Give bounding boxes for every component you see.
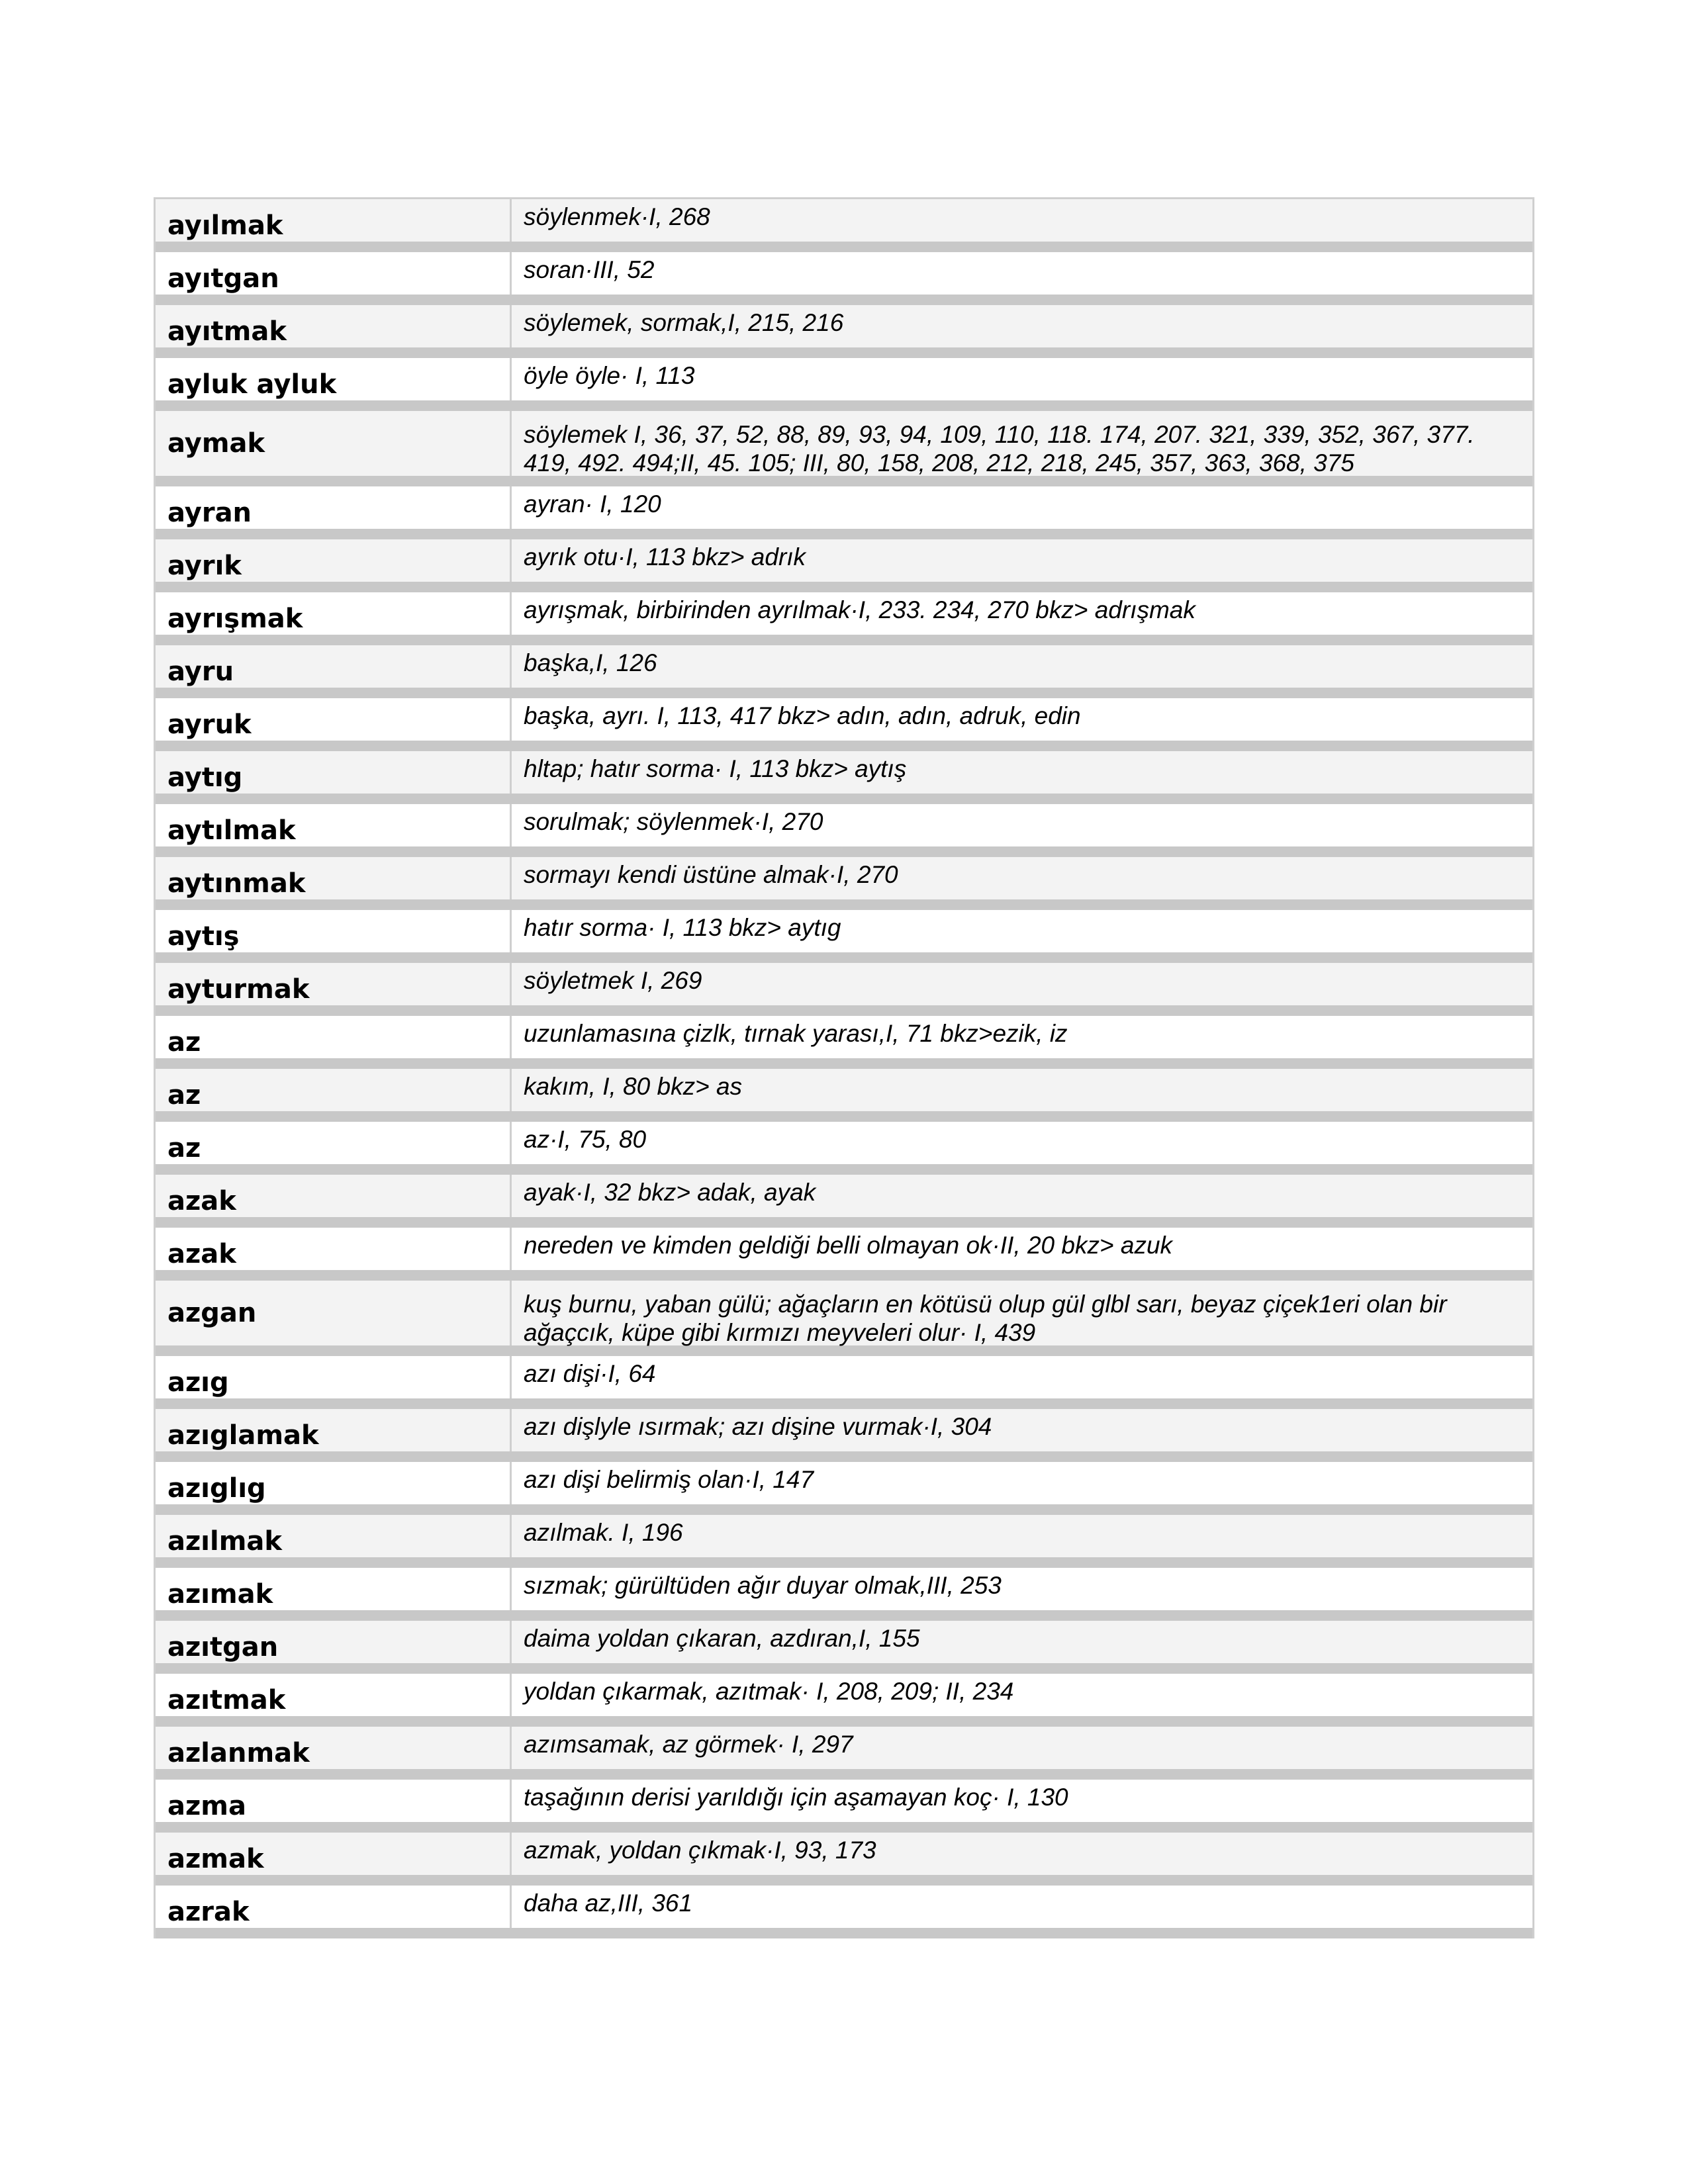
table-row — [156, 1409, 1532, 1462]
definition-cell: daha az,III, 361 — [524, 1889, 693, 1917]
definition-cell: kakım, I, 80 bkz> as — [524, 1073, 743, 1100]
term-cell: ayturmak — [156, 963, 512, 1005]
definition-cell: azımsamak, az görmek· I, 297 — [524, 1731, 853, 1758]
term-cell: ayran — [156, 486, 512, 529]
definition-cell: başka,I, 126 — [524, 649, 657, 676]
definition-cell: öyle öyle· I, 113 — [524, 362, 695, 389]
term-cell: aytıg — [156, 751, 512, 794]
term-cell: az — [156, 1122, 512, 1164]
table-row — [156, 1356, 1532, 1409]
table-row — [156, 592, 1532, 645]
table-row — [156, 804, 1532, 857]
table-row — [156, 1780, 1532, 1833]
table-row — [156, 1515, 1532, 1568]
term-cell: azılmak — [156, 1515, 512, 1557]
table-row — [156, 857, 1532, 910]
table-row — [156, 751, 1532, 804]
term-cell: azrak — [156, 1886, 512, 1928]
definition-cell: azı dişi·I, 64 — [524, 1360, 656, 1387]
term-cell: aytınmak — [156, 857, 512, 899]
term-cell: azgan — [156, 1281, 512, 1345]
table-row — [156, 1016, 1532, 1069]
term-cell: azak — [156, 1228, 512, 1270]
definition-cell: taşağının derisi yarıldığı için aşamayan koç· I, 130 — [524, 1784, 1068, 1811]
term-cell: ayılmak — [156, 199, 512, 242]
table-row — [156, 486, 1532, 539]
term-cell: aymak — [156, 411, 512, 476]
table-row — [156, 411, 1532, 486]
table-row — [156, 1886, 1532, 1938]
definition-cell: sormayı kendi üstüne almak·I, 270 — [524, 861, 898, 888]
definition-cell: hltap; hatır sorma· I, 113 bkz> aytış — [524, 755, 907, 782]
definition-cell: azılmak. I, 196 — [524, 1519, 683, 1546]
table-row — [156, 1727, 1532, 1780]
definition-cell: ayrışmak, birbirinden ayrılmak·I, 233. 234, 270 bkz> adrışmak — [524, 596, 1196, 623]
table-row — [156, 199, 1532, 252]
definition-cell: söylemek I, 36, 37, 52, 88, 89, 93, 94, 109, 110, 118. 174, 207. 321, 339, 352, 367, 377. 419, 492. 494;II, 45. 105; III, 80, 158, 208, 212, 218, 245, 357, 363, 368, 375 — [524, 421, 1475, 477]
term-cell: ayru — [156, 645, 512, 688]
definition-cell: başka, ayrı. I, 113, 417 bkz> adın, adın, adruk, edin — [524, 702, 1081, 729]
table-row — [156, 963, 1532, 1016]
table-row — [156, 539, 1532, 592]
term-cell: azıtgan — [156, 1621, 512, 1663]
term-cell: azmak — [156, 1833, 512, 1875]
term-cell: az — [156, 1069, 512, 1111]
term-cell: azıglamak — [156, 1409, 512, 1451]
table-row — [156, 1281, 1532, 1356]
table-row — [156, 1122, 1532, 1175]
table-row — [156, 645, 1532, 698]
definition-cell: hatır sorma· I, 113 bkz> aytıg — [524, 914, 841, 941]
definition-cell: daima yoldan çıkaran, azdıran,I, 155 — [524, 1625, 920, 1652]
definition-cell: sızmak; gürültüden ağır duyar olmak,III, 253 — [524, 1572, 1002, 1599]
term-cell: azlanmak — [156, 1727, 512, 1769]
definition-cell: uzunlamasına çizlk, tırnak yarası,I, 71 bkz>ezik, iz — [524, 1020, 1068, 1047]
definition-cell: ayrık otu·I, 113 bkz> adrık — [524, 543, 806, 570]
table-row — [156, 1674, 1532, 1727]
table-row — [156, 1621, 1532, 1674]
glossary-table — [154, 197, 1534, 1938]
term-cell: azıg — [156, 1356, 512, 1398]
table-row — [156, 305, 1532, 358]
definition-cell: azmak, yoldan çıkmak·I, 93, 173 — [524, 1837, 876, 1864]
term-cell: ayrışmak — [156, 592, 512, 635]
table-row — [156, 698, 1532, 751]
definition-cell: ayak·I, 32 bkz> adak, ayak — [524, 1179, 816, 1206]
definition-cell: soran·III, 52 — [524, 256, 655, 283]
definition-cell: söylenmek·I, 268 — [524, 203, 710, 230]
table-row — [156, 358, 1532, 411]
table-row — [156, 1069, 1532, 1122]
term-cell: azak — [156, 1175, 512, 1217]
table-row — [156, 1228, 1532, 1281]
term-cell: ayruk — [156, 698, 512, 741]
definition-cell: az·I, 75, 80 — [524, 1126, 647, 1153]
term-cell: aytış — [156, 910, 512, 952]
term-cell: azıglıg — [156, 1462, 512, 1504]
definition-cell: söylemek, sormak,I, 215, 216 — [524, 309, 844, 336]
term-cell: aytılmak — [156, 804, 512, 846]
definition-cell: yoldan çıkarmak, azıtmak· I, 208, 209; II, 234 — [524, 1678, 1014, 1705]
term-cell: az — [156, 1016, 512, 1058]
table-row — [156, 1462, 1532, 1515]
definition-cell: azı dişi belirmiş olan·I, 147 — [524, 1466, 814, 1493]
definition-cell: ayran· I, 120 — [524, 490, 661, 518]
term-cell: ayrık — [156, 539, 512, 582]
definition-cell: söyletmek I, 269 — [524, 967, 702, 994]
table-row — [156, 1833, 1532, 1886]
term-cell: ayluk ayluk — [156, 358, 512, 400]
definition-cell: kuş burnu, yaban gülü; ağaçların en kötüsü olup gül glbl sarı, beyaz çiçek1eri olan bir ağaçcık, küpe gibi kırmızı meyveleri olur· I, 439 — [524, 1291, 1447, 1346]
table-row — [156, 1568, 1532, 1621]
definition-cell: nereden ve kimden geldiği belli olmayan ok·II, 20 bkz> azuk — [524, 1232, 1173, 1259]
table-row — [156, 1175, 1532, 1228]
term-cell: azımak — [156, 1568, 512, 1610]
term-cell: azıtmak — [156, 1674, 512, 1716]
table-row — [156, 910, 1532, 963]
term-cell: azma — [156, 1780, 512, 1822]
term-cell: ayıtgan — [156, 252, 512, 295]
definition-cell: azı dişlyle ısırmak; azı dişine vurmak·I, 304 — [524, 1413, 992, 1440]
definition-cell: sorulmak; söylenmek·I, 270 — [524, 808, 823, 835]
term-cell: ayıtmak — [156, 305, 512, 347]
table-row — [156, 252, 1532, 305]
